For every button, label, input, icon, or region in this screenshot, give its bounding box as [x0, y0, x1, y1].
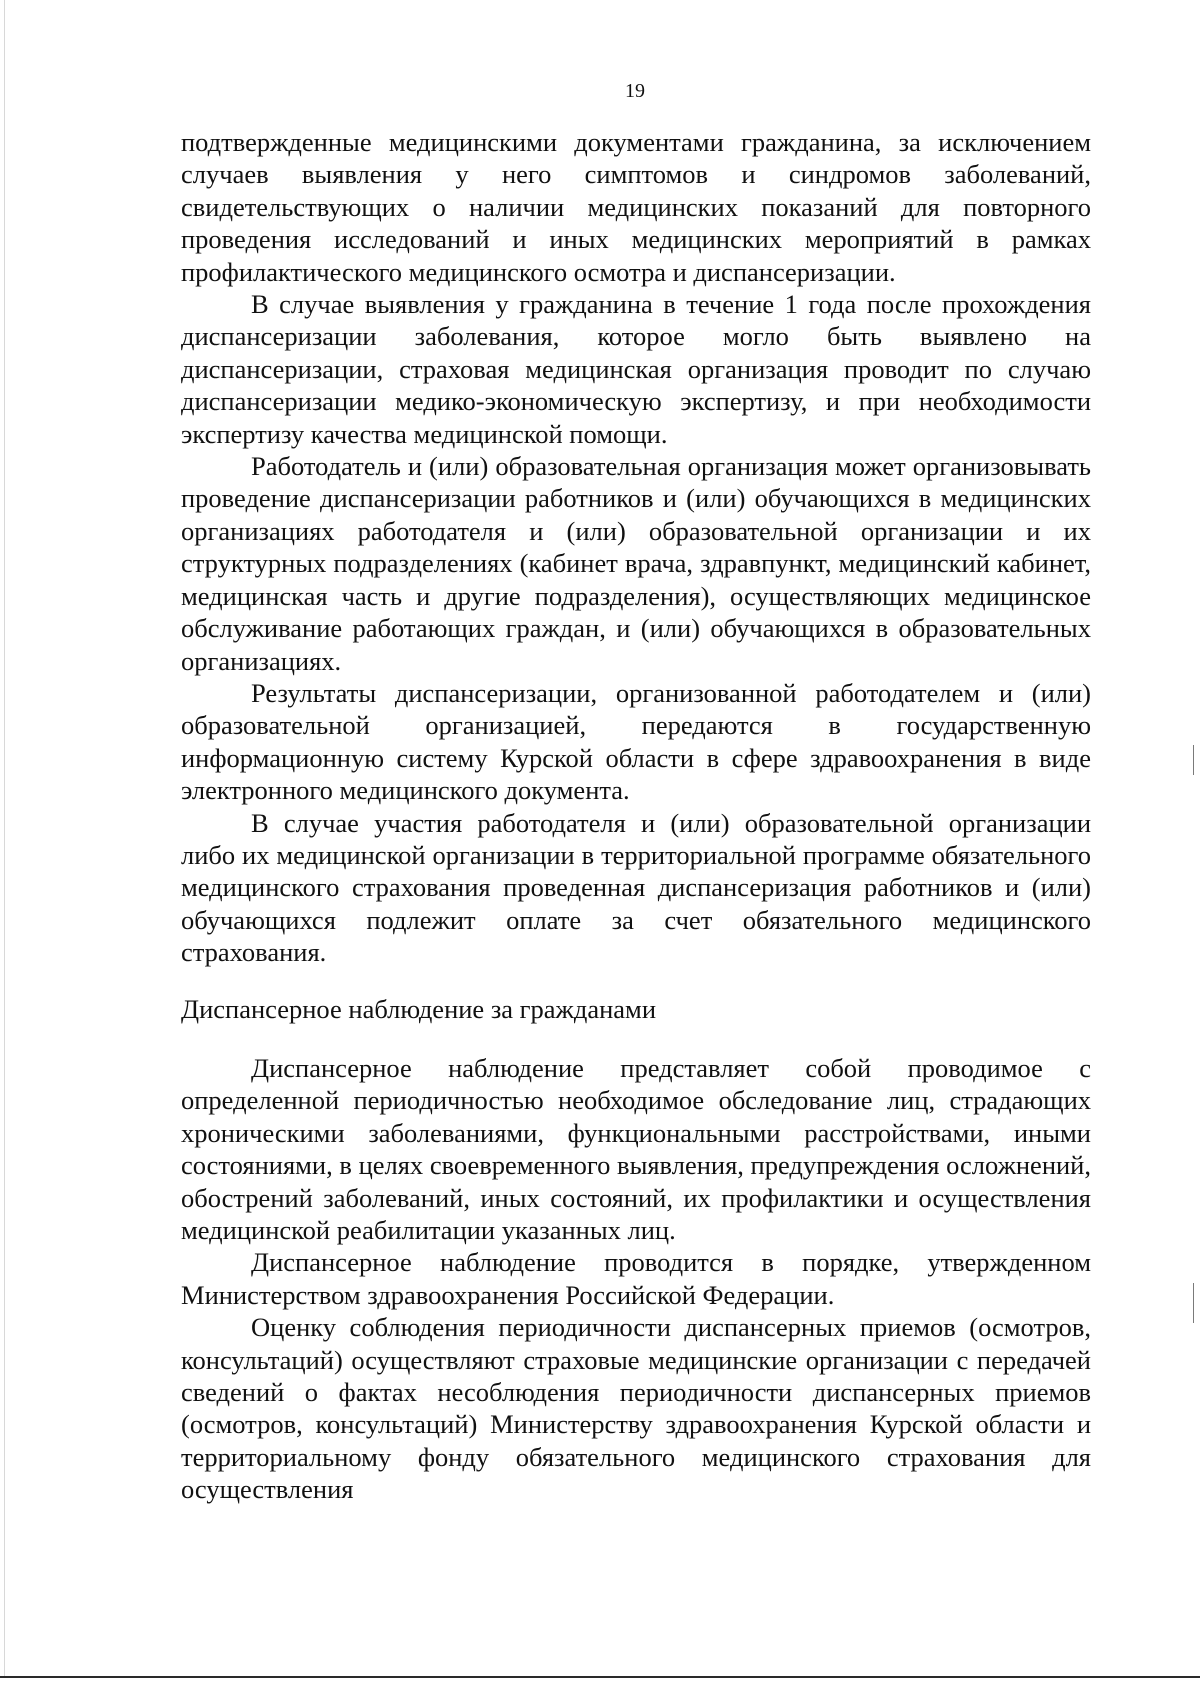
- scan-edge-left: [4, 0, 5, 1676]
- paragraph-continues-next-page: Оценку соблюдения периодичности диспансерных приемов (осмотров, консультаций) осуществляют страховые медицинские организации с передачей сведений о фактах несоблюдения периодичности диспансерных приемов (осмотров, консультаций) Министерству здравоохранения Курской области и территориальному фонду обязательного медицинского страхования для осуществления: [181, 1312, 1091, 1505]
- scan-artifact-mark: [1193, 1283, 1194, 1323]
- page-number: 19: [625, 80, 645, 102]
- section-heading: Диспансерное наблюдение за гражданами: [181, 993, 657, 1024]
- paragraph: Работодатель и (или) образовательная организация может организовывать проведение диспансеризации работников и (или) обучающихся в медицинских организациях работодателя и (или) образовательной организации и их структурных подразделениях (кабинет врача, здравпункт, медицинский кабинет, медицинская часть и другие подразделения), осуществляющих медицинское обслуживание работающих граждан, и (или) обучающихся в образовательных организациях.: [181, 451, 1091, 676]
- paragraph: В случае участия работодателя и (или) образовательной организации либо их медицинской организации в территориальной программе обязательного медицинского страхования проведенная диспансеризация работников и (или) обучающихся подлежит оплате за счет обязательного медицинского страхования.: [181, 807, 1091, 968]
- paragraph: Диспансерное наблюдение проводится в порядке, утвержденном Министерством здравоохранения Российской Федерации.: [181, 1247, 1091, 1310]
- paragraph: Диспансерное наблюдение представляет собой проводимое с определенной периодичностью необходимое обследование лиц, страдающих хроническими заболеваниями, функциональными расстройствами, иными состояниями, в целях своевременного выявления, предупреждения осложнений, обострений заболеваний, иных состояний, их профилактики и осуществления медицинской реабилитации указанных лиц.: [181, 1052, 1091, 1245]
- paragraph-continuation: подтвержденные медицинскими документами гражданина, за исключением случаев выявления у него симптомов и синдромов заболеваний, свидетельствующих о наличии медицинских показаний для повторного проведения исследований и иных медицинских мероприятий в рамках профилактического медицинского осмотра и диспансеризации.: [181, 127, 1091, 287]
- scan-artifact-mark: [1193, 745, 1194, 775]
- scan-bottom-line: [0, 1676, 1200, 1678]
- document-body: [181, 126, 1091, 1506]
- paragraph: В случае выявления у гражданина в течение 1 года после прохождения диспансеризации заболевания, которое могло быть выявлено на диспансеризации, страховая медицинская организация проводит по случаю диспансеризации медико-экономическую экспертизу, и при необходимости экспертизу качества медицинской помощи.: [181, 289, 1091, 449]
- paragraph: Результаты диспансеризации, организованной работодателем и (или) образовательной организацией, передаются в государственную информационную систему Курской области в сфере здравоохранения в виде электронного медицинского документа.: [181, 677, 1091, 806]
